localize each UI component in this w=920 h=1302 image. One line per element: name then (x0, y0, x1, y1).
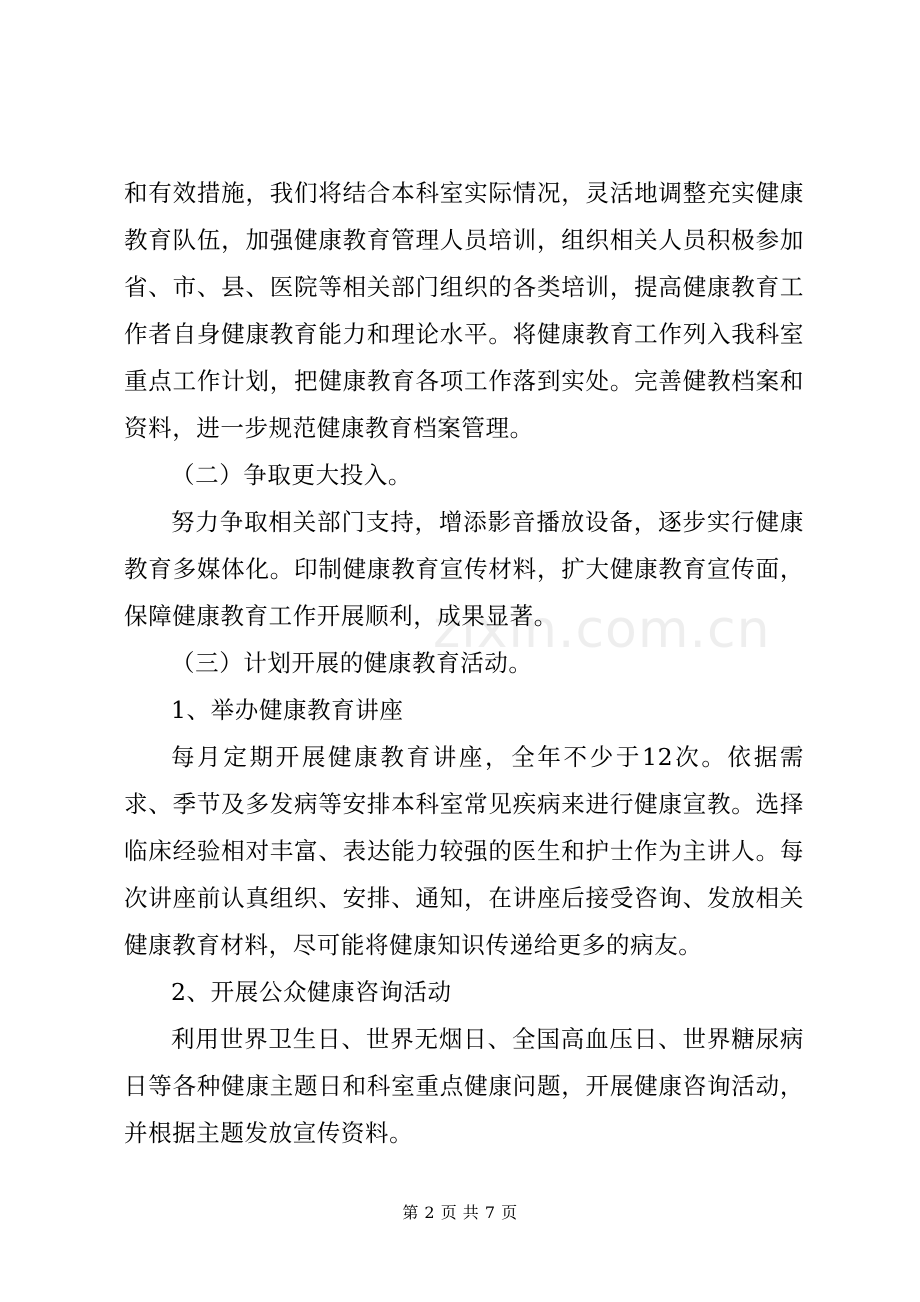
item-heading-1: 1、举办健康教育讲座 (171, 696, 404, 724)
paragraph-lectures: 每月定期开展健康教育讲座，全年不少于12次。依据需求、季节及多发病等安排本科室常见疾病来进行健康宣教。选择临床经验相对丰富、表达能力较强的医生和护士作为主讲人。每次讲座前认真组织、安排、通知，在讲座后接受咨询、发放相关健康教育材料，尽可能将健康知识传递给更多的病友。 (124, 743, 804, 959)
document-body (124, 170, 804, 1157)
section-heading-3: （三）计划开展的健康教育活动。 (171, 649, 533, 677)
item-heading-2: 2、开展公众健康咨询活动 (171, 978, 452, 1006)
paragraph-consultation: 利用世界卫生日、世界无烟日、全国高血压日、世界糖尿病日等各种健康主题日和科室重点健康问题，开展健康咨询活动，并根据主题发放宣传资料。 (124, 1025, 804, 1147)
watermark: zixin.com.cn (433, 600, 771, 660)
paragraph-investment: 努力争取相关部门支持，增添影音播放设备，逐步实行健康教育多媒体化。印制健康教育宣传材料，扩大健康教育宣传面，保障健康教育工作开展顺利，成果显著。 (124, 508, 804, 630)
page-number-footer: 第 2 页 共 7 页 (402, 1203, 518, 1222)
section-heading-2: （二）争取更大投入。 (171, 461, 412, 489)
paragraph-continuation: 和有效措施，我们将结合本科室实际情况，灵活地调整充实健康教育队伍，加强健康教育管理人员培训，组织相关人员积极参加省、市、县、医院等相关部门组织的各类培训，提高健康教育工作者自身健康教育能力和理论水平。将健康教育工作列入我科室重点工作计划，把健康教育各项工作落到实处。完善健教档案和资料，进一步规范健康教育档案管理。 (124, 179, 804, 442)
